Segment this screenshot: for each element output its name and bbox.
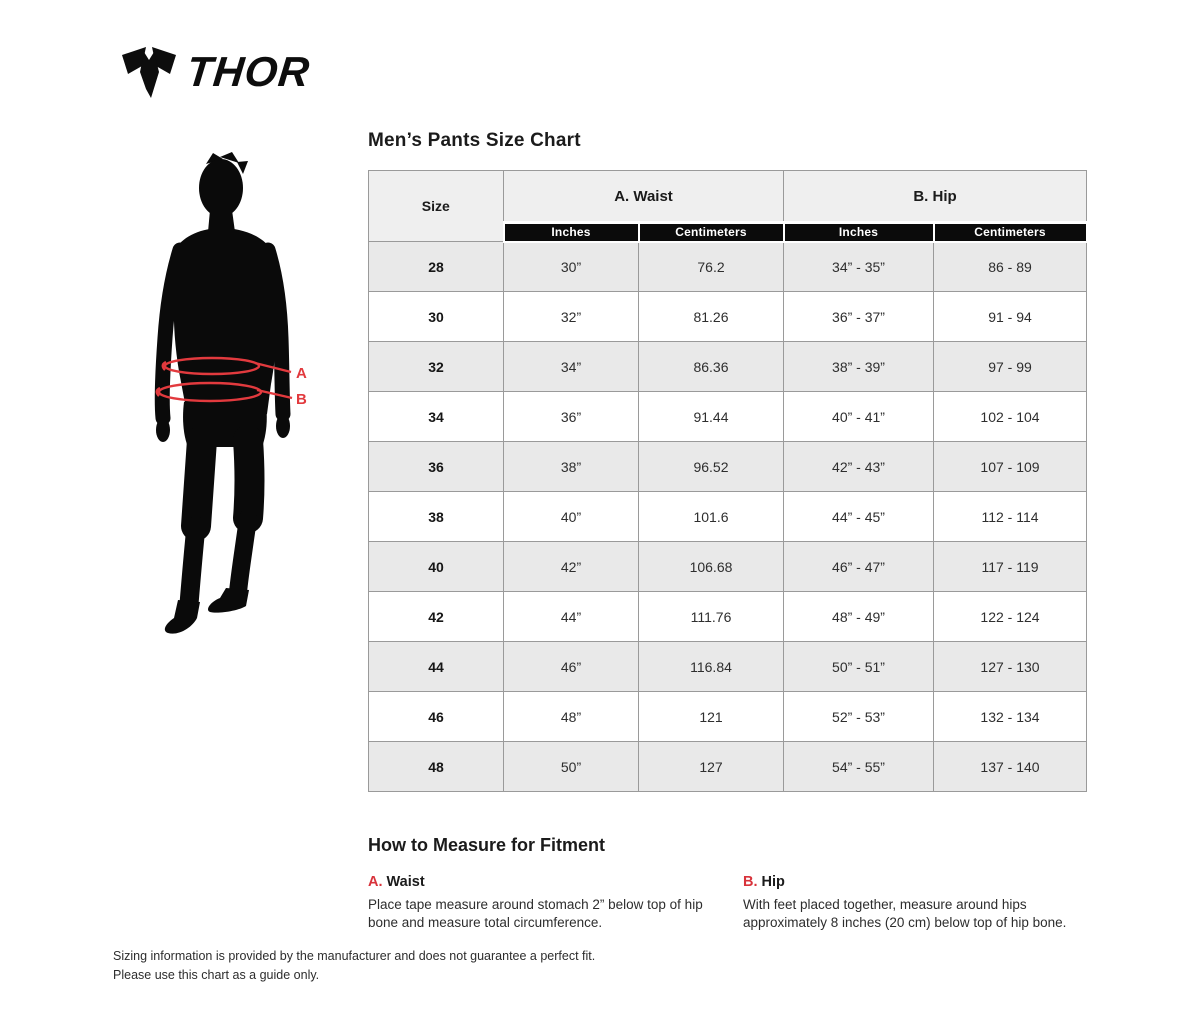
cell-size: 46 [369, 692, 504, 742]
cell-size: 36 [369, 442, 504, 492]
waist-label-a: A [296, 365, 307, 382]
size-table [368, 170, 1088, 792]
cell-size: 44 [369, 642, 504, 692]
cell-hip_in: 34” - 35” [784, 242, 934, 292]
unit-header-waist-inches: Inches [504, 223, 639, 242]
cell-hip_in: 44” - 45” [784, 492, 934, 542]
table-row [369, 742, 1087, 792]
cell-waist_cm: 76.2 [639, 242, 784, 292]
cell-waist_in: 50” [504, 742, 639, 792]
cell-hip_in: 52” - 53” [784, 692, 934, 742]
cell-hip_cm: 91 - 94 [934, 292, 1087, 342]
cell-waist_in: 40” [504, 492, 639, 542]
cell-waist_cm: 116.84 [639, 642, 784, 692]
cell-hip_cm: 86 - 89 [934, 242, 1087, 292]
table-row [369, 392, 1087, 442]
cell-hip_in: 46” - 47” [784, 542, 934, 592]
cell-waist_in: 44” [504, 592, 639, 642]
table-row [369, 492, 1087, 542]
cell-waist_cm: 101.6 [639, 492, 784, 542]
footnote-line-2: Please use this chart as a guide only. [113, 967, 320, 982]
cell-size: 38 [369, 492, 504, 542]
table-group-header-row [369, 171, 1087, 223]
measure-waist-letter: A. [368, 874, 383, 890]
cell-size: 30 [369, 292, 504, 342]
cell-size: 48 [369, 742, 504, 792]
unit-header-waist-centimeters: Centimeters [639, 223, 784, 242]
cell-hip_cm: 112 - 114 [934, 492, 1087, 542]
cell-waist_cm: 81.26 [639, 292, 784, 342]
cell-hip_cm: 137 - 140 [934, 742, 1087, 792]
table-row [369, 442, 1087, 492]
measure-hip-letter: B. [743, 874, 758, 890]
table-row [369, 592, 1087, 642]
unit-header-hip-centimeters: Centimeters [934, 223, 1087, 242]
column-group-waist: A. Waist [504, 171, 784, 223]
table-row [369, 692, 1087, 742]
page-title: Men’s Pants Size Chart [368, 130, 581, 151]
size-table-body [369, 242, 1087, 792]
cell-hip_in: 36” - 37” [784, 292, 934, 342]
cell-hip_in: 38” - 39” [784, 342, 934, 392]
measure-hip-label: Hip [761, 874, 785, 890]
thor-logo [118, 42, 338, 102]
thor-logo-icon [118, 42, 338, 102]
cell-hip_cm: 132 - 134 [934, 692, 1087, 742]
measure-section [368, 835, 1086, 932]
cell-waist_in: 38” [504, 442, 639, 492]
cell-waist_cm: 91.44 [639, 392, 784, 442]
measure-heading: How to Measure for Fitment [368, 835, 606, 855]
thor-wordmark: THOR [184, 48, 313, 95]
cell-hip_cm: 102 - 104 [934, 392, 1087, 442]
column-header-size: Size [369, 171, 504, 242]
cell-waist_in: 48” [504, 692, 639, 742]
hip-label-b: B [296, 391, 307, 408]
body-silhouette-diagram [150, 152, 320, 652]
cell-waist_cm: 96.52 [639, 442, 784, 492]
cell-waist_in: 42” [504, 542, 639, 592]
cell-size: 32 [369, 342, 504, 392]
size-table-container [368, 170, 1086, 792]
cell-waist_cm: 106.68 [639, 542, 784, 592]
column-group-hip: B. Hip [784, 171, 1087, 223]
cell-waist_cm: 127 [639, 742, 784, 792]
measure-item-hip [743, 874, 1086, 932]
table-row [369, 642, 1087, 692]
cell-waist_in: 32” [504, 292, 639, 342]
measure-hip-description: With feet placed together, measure around hips approximately 8 inches (20 cm) below top of hip bone. [743, 897, 1067, 931]
cell-hip_cm: 122 - 124 [934, 592, 1087, 642]
cell-hip_cm: 107 - 109 [934, 442, 1087, 492]
male-silhouette-icon [150, 152, 320, 652]
cell-size: 42 [369, 592, 504, 642]
table-row [369, 242, 1087, 292]
cell-waist_in: 30” [504, 242, 639, 292]
cell-waist_cm: 111.76 [639, 592, 784, 642]
cell-size: 34 [369, 392, 504, 442]
cell-hip_cm: 97 - 99 [934, 342, 1087, 392]
table-row [369, 342, 1087, 392]
measure-waist-label: Waist [386, 874, 425, 890]
measure-item-waist [368, 874, 743, 932]
measure-waist-description: Place tape measure around stomach 2” below top of hip bone and measure total circumference. [368, 897, 703, 931]
cell-waist_cm: 121 [639, 692, 784, 742]
cell-hip_cm: 127 - 130 [934, 642, 1087, 692]
cell-waist_in: 36” [504, 392, 639, 442]
table-row [369, 542, 1087, 592]
footnote [113, 947, 595, 985]
measure-waist-title [368, 874, 743, 890]
cell-waist_in: 34” [504, 342, 639, 392]
cell-size: 28 [369, 242, 504, 292]
table-row [369, 292, 1087, 342]
cell-hip_cm: 117 - 119 [934, 542, 1087, 592]
cell-hip_in: 50” - 51” [784, 642, 934, 692]
cell-size: 40 [369, 542, 504, 592]
cell-waist_cm: 86.36 [639, 342, 784, 392]
cell-hip_in: 48” - 49” [784, 592, 934, 642]
measure-hip-title [743, 874, 1086, 890]
unit-header-hip-inches: Inches [784, 223, 934, 242]
footnote-line-1: Sizing information is provided by the manufacturer and does not guarantee a perfect fit. [113, 949, 596, 963]
cell-hip_in: 54” - 55” [784, 742, 934, 792]
cell-hip_in: 40” - 41” [784, 392, 934, 442]
cell-waist_in: 46” [504, 642, 639, 692]
cell-hip_in: 42” - 43” [784, 442, 934, 492]
